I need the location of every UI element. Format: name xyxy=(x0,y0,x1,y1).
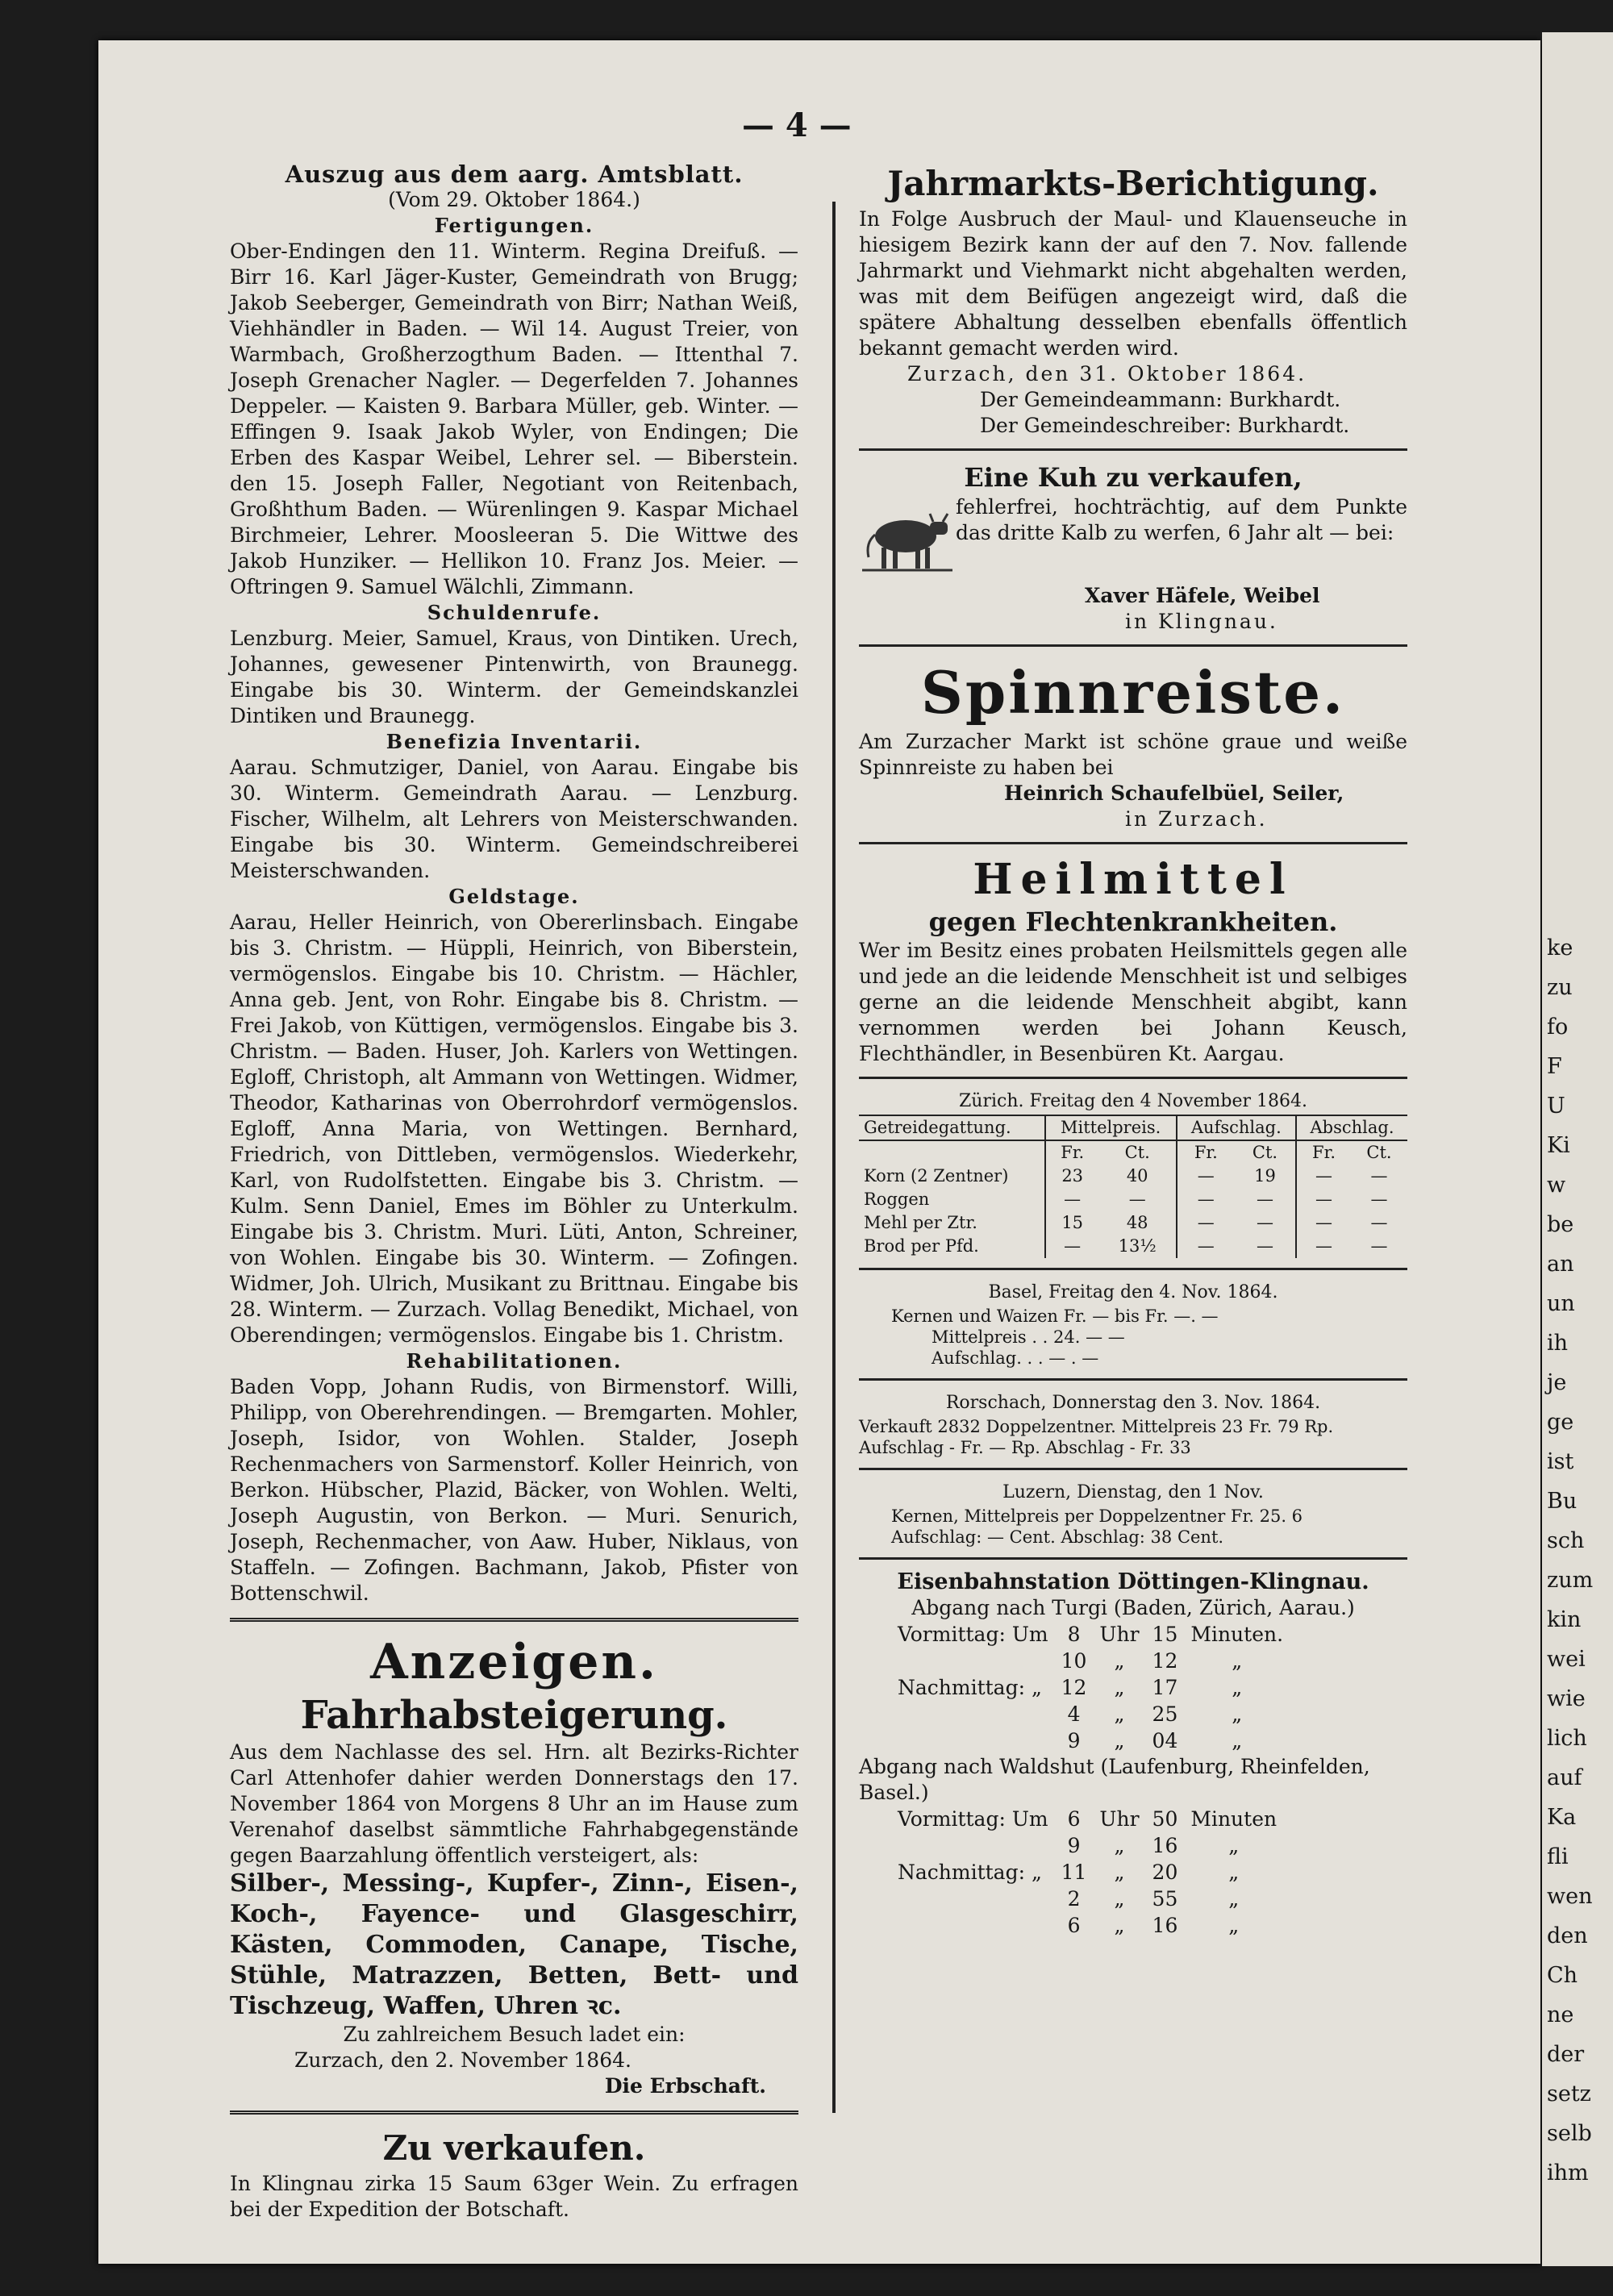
column-divider xyxy=(832,202,836,2113)
next-page-fragment: Ch xyxy=(1547,1963,1578,1988)
timetable-cell: Minuten xyxy=(1190,1807,1277,1831)
luzern-heading: Luzern, Dienstag, den 1 Nov. xyxy=(1002,1482,1264,1502)
heil-text: Wer im Besitz eines probaten Heilsmittels gegen alle und jede an die leidende Menschheit ist und selbiges gerne an die leidende Menschheit abgibt, kann vernommen werden bei Johann Keusch, Flechthändler, in Besenbüren Kt. Aargau. xyxy=(859,939,1407,1065)
timetable-cell: 4 xyxy=(1067,1702,1081,1726)
next-page-fragment: ke xyxy=(1547,935,1573,960)
next-page-fragment: an xyxy=(1547,1252,1574,1277)
price-cell: — xyxy=(1370,1190,1388,1209)
timetable-cell: 8 xyxy=(1067,1623,1081,1646)
timetable-row xyxy=(891,1727,1290,1754)
fahrhab-invite: Zu zahlreichem Besuch ladet ein: xyxy=(343,2023,686,2046)
timetable-cell: 10 xyxy=(1061,1649,1087,1673)
timetable-cell: 16 xyxy=(1152,1914,1178,1937)
price-cell: 15 xyxy=(1045,1211,1099,1235)
price-cell: — xyxy=(1177,1211,1235,1235)
timetable-cell: „ xyxy=(1114,1914,1125,1937)
section-rule xyxy=(859,1378,1407,1381)
next-page-fragment: selb xyxy=(1547,2121,1592,2146)
timetable-cell: 6 xyxy=(1067,1914,1081,1937)
next-page-fragment: wen xyxy=(1547,1884,1593,1909)
kuh-place: in Klingnau. xyxy=(1125,610,1278,633)
timetable-row xyxy=(891,1832,1283,1859)
timetable-row xyxy=(891,1912,1283,1939)
bahn-turgi: Abgang nach Turgi (Baden, Zürich, Aarau.) xyxy=(911,1596,1355,1619)
fahrhab-date: Zurzach, den 2. November 1864. xyxy=(294,2048,631,2072)
timetable-cell xyxy=(891,1886,1055,1912)
timetable-cell: „ xyxy=(1114,1861,1125,1884)
price-cell: — xyxy=(1256,1190,1273,1209)
next-page-fragment: w xyxy=(1547,1173,1566,1198)
price-cell: — xyxy=(1128,1190,1146,1209)
table-row xyxy=(859,1165,1407,1188)
waldshut-timetable xyxy=(891,1806,1283,1939)
next-page-fragment: be xyxy=(1547,1212,1574,1237)
timetable-cell: 15 xyxy=(1152,1623,1178,1646)
next-page-fragment: fli xyxy=(1547,1844,1569,1869)
table-row xyxy=(859,1211,1407,1235)
section-rule xyxy=(230,2111,798,2115)
timetable-cell: „ xyxy=(1232,1702,1243,1726)
basel-heading: Basel, Freitag den 4. Nov. 1864. xyxy=(988,1282,1278,1302)
verkaufen-title: Zu verkaufen. xyxy=(382,2128,646,2168)
price-cell: — xyxy=(1045,1235,1099,1258)
table-row xyxy=(859,1235,1407,1258)
adjacent-page-edge xyxy=(1542,32,1613,2266)
unit-label: Ct. xyxy=(1366,1143,1392,1162)
timetable-cell: 9 xyxy=(1067,1729,1081,1752)
timetable-row xyxy=(891,1886,1283,1912)
next-page-fragment: den xyxy=(1547,1923,1588,1948)
basel-line: Mittelpreis . . 24. — — xyxy=(932,1327,1125,1347)
section-rule xyxy=(859,1468,1407,1470)
timetable-cell: „ xyxy=(1114,1702,1125,1726)
grain-type: Korn (2 Zentner) xyxy=(864,1166,1009,1186)
luzern-line: Aufschlag: — Cent. Abschlag: 38 Cent. xyxy=(891,1527,1224,1547)
benefizia-heading: Benefizia Inventarii. xyxy=(386,730,643,753)
price-cell: — xyxy=(1296,1211,1351,1235)
cow-icon xyxy=(859,494,956,583)
grain-type: Roggen xyxy=(864,1190,930,1209)
next-page-fragment: ist xyxy=(1547,1449,1574,1474)
kuh-sign: Xaver Häfele, Weibel xyxy=(1085,584,1320,607)
next-page-fragment: ih xyxy=(1547,1331,1569,1356)
price-cell: — xyxy=(1045,1188,1099,1211)
next-page-fragment: Ka xyxy=(1547,1805,1577,1830)
timetable-cell: 12 xyxy=(1152,1649,1178,1673)
timetable-cell: 04 xyxy=(1152,1729,1178,1752)
timetable-cell xyxy=(891,1648,1055,1674)
next-page-fragment: un xyxy=(1547,1291,1575,1316)
next-page-fragment: Bu xyxy=(1547,1489,1578,1514)
bahn-waldshut: Abgang nach Waldshut (Laufenburg, Rheinfelden, Basel.) xyxy=(859,1755,1370,1804)
timetable-cell: Nachmittag: „ xyxy=(898,1676,1042,1699)
verkaufen-text: In Klingnau zirka 15 Saum 63ger Wein. Zu erfragen bei der Expedition der Botschaft. xyxy=(230,2172,798,2221)
amtsblatt-title: Auszug aus dem aarg. Amtsblatt. xyxy=(285,160,744,188)
basel-line: Kernen und Waizen Fr. — bis Fr. —. — xyxy=(891,1306,1219,1326)
timetable-cell: 12 xyxy=(1061,1676,1087,1699)
price-cell: 19 xyxy=(1254,1166,1276,1186)
next-page-fragment: lich xyxy=(1547,1726,1587,1751)
price-cell: — xyxy=(1296,1235,1351,1258)
next-page-fragment: setz xyxy=(1547,2081,1591,2106)
price-cell: 48 xyxy=(1126,1213,1148,1232)
next-page-fragment: ne xyxy=(1547,2002,1574,2027)
fertigungen-text: Ober-Endingen den 11. Winterm. Regina Dreifuß. — Birr 16. Karl Jäger-Kuster, Gemeindrath von Brugg; Jakob Seeberger, Gemeindrath von Birr; Nathan Weiß, Viehhändler in Baden. — Wil 14. August Treier, von Warmbach, Großherzogthum Baden. — Ittenthal 7. Joseph Grenacher Nagler. — Degerfelden 7. Johannes Deppeler. — Kaisten 9. Barbara Müller, geb. Winter. — Effingen 9. Isaak Jakob Wyler, von Endingen; Die Erben des Kaspar Weibel, Lehrer sel. — Biberstein. den 15. Joseph Faller, Negotiant von Reitenbach, Großhthum Baden. — Würenlingen 9. Kaspar Michael Birchmeier, Lehrer. Moosleeran 5. Die Wittwe des Jakob Hunziker. — Hellikon 10. Franz Jos. Meier. — Oftringen 9. Samuel Wälchli, Zimmann. xyxy=(230,240,798,598)
timetable-cell: „ xyxy=(1114,1649,1125,1673)
timetable-cell: „ xyxy=(1232,1729,1243,1752)
grain-type: Mehl per Ztr. xyxy=(864,1213,977,1232)
next-page-fragment: zum xyxy=(1547,1568,1594,1593)
timetable-row xyxy=(891,1674,1290,1701)
kuh-title: Eine Kuh zu verkaufen, xyxy=(964,462,1302,493)
timetable-cell: „ xyxy=(1228,1914,1240,1937)
rorschach-line: Aufschlag - Fr. — Rp. Abschlag - Fr. 33 xyxy=(859,1438,1191,1457)
timetable-row xyxy=(891,1621,1290,1648)
schulden-text: Lenzburg. Meier, Samuel, Kraus, von Dintiken. Urech, Johannes, gewesener Pintenwirth, von Braunegg. Eingabe bis 30. Winterm. der Gemeindskanzlei Dintiken und Braunegg. xyxy=(230,627,798,727)
timetable-cell: „ xyxy=(1232,1649,1243,1673)
next-page-fragment: F xyxy=(1547,1054,1562,1079)
zurich-col-header: Mittelpreis. xyxy=(1045,1115,1177,1140)
zurich-col-header: Aufschlag. xyxy=(1177,1115,1296,1140)
price-cell: — xyxy=(1177,1165,1235,1188)
timetable-cell: 2 xyxy=(1067,1887,1081,1911)
geldstage-text: Aarau, Heller Heinrich, von Obererlinsbach. Eingabe bis 3. Christm. — Hüppli, Heinrich, von Biberstein, vermögenslos. Eingabe bis 10. Christm. — Hächler, Anna geb. Jent, von Rohr. Eingabe bis 8. Christm. — Frei Jakob, von Küttigen, vermögenslos. Eingabe bis 3. Christm. — Baden. Huser, Joh. Karlers von Wettingen. Egloff, Christoph, alt Ammann von Wettingen. Widmer, Theodor, Katharinas von Oberrohrdorf vermögenslos. Egloff, Anna Maria, von Wettingen. Bernhard, Friedrich, von Dittleben, vermögenslos. Wiederkehr, Karl, von Rudolfstetten. Eingabe bis 3. Christm. — Kulm. Senn Daniel, Emes im Böhler zu Unterkulm. Eingabe bis 3. Christm. Muri. Lüti, Anton, Schreiner, von Wohlen. Eingabe bis 30. Winterm. — Zofingen. Widmer, Joh. Ulrich, Musikant zu Brittnau. Eingabe bis 28. Winterm. — Zurzach. Vollag Benedikt, Michael, von Oberendingen; vermögenslos. Eingabe bis 1. Christm. xyxy=(230,910,798,1347)
section-rule xyxy=(859,448,1407,451)
timetable-cell: Uhr xyxy=(1099,1623,1140,1646)
next-page-fragment: zu xyxy=(1547,975,1573,1000)
bahn-title: Eisenbahnstation Döttingen-Klingnau. xyxy=(897,1569,1369,1594)
price-cell: 40 xyxy=(1126,1166,1148,1186)
rehab-heading: Rehabilitationen. xyxy=(406,1349,623,1373)
fahrhab-items: Silber-, Messing-, Kupfer-, Zinn-, Eisen-, Koch-, Fayence- und Glasgeschirr, Kästen, Commoden, Canape, Tische, Stühle, Matrazzen, Betten, Bett- und Tischzeug, Waffen, Uhren ꝛc. xyxy=(230,1869,798,2020)
section-rule xyxy=(859,1268,1407,1270)
rorschach-heading: Rorschach, Donnerstag den 3. Nov. 1864. xyxy=(945,1393,1321,1413)
unit-label: Fr. xyxy=(1045,1140,1099,1165)
next-page-fragment: U xyxy=(1547,1094,1565,1119)
price-cell: — xyxy=(1370,1236,1388,1256)
jahrmarkt-title: Jahrmarkts-Berichtigung. xyxy=(887,164,1379,203)
zurich-col-header: Abschlag. xyxy=(1296,1115,1407,1140)
timetable-cell: „ xyxy=(1232,1676,1243,1699)
price-cell: — xyxy=(1296,1165,1351,1188)
price-cell: — xyxy=(1256,1213,1273,1232)
jahrmarkt-sig2: Der Gemeindeschreiber: Burkhardt. xyxy=(980,414,1350,437)
price-cell: 13½ xyxy=(1118,1236,1157,1256)
fahrhab-sign: Die Erbschaft. xyxy=(604,2074,766,2098)
timetable-cell: „ xyxy=(1114,1729,1125,1752)
next-page-fragment: ge xyxy=(1547,1410,1574,1435)
price-cell: — xyxy=(1256,1236,1273,1256)
next-page-fragment: auf xyxy=(1547,1765,1582,1790)
unit-label: Ct. xyxy=(1124,1143,1150,1162)
unit-label: Fr. xyxy=(1296,1140,1351,1165)
price-cell: — xyxy=(1177,1188,1235,1211)
grain-type: Brod per Pfd. xyxy=(864,1236,979,1256)
timetable-cell: 9 xyxy=(1067,1834,1081,1857)
schulden-heading: Schuldenrufe. xyxy=(427,601,602,624)
next-page-fragment: wei xyxy=(1547,1647,1586,1672)
price-cell: 23 xyxy=(1045,1165,1099,1188)
kuh-text: fehlerfrei, hochträchtig, auf dem Punkte das dritte Kalb zu werfen, 6 Jahr alt — bei: xyxy=(956,495,1407,544)
basel-line: Aufschlag. . . — . — xyxy=(932,1348,1099,1368)
rehab-text: Baden Vopp, Johann Rudis, von Birmenstorf. Willi, Philipp, von Oberehrendingen. — Bremgarten. Mohler, Joseph, Isidor, von Wohlen. Stalder, Joseph Rechenmachers von Sarmenstorf. Koller Heinrich, von Berkon. Hübscher, Plazid, Bäcker, von Wohlen. Welti, Joseph Augustin, von Berkon. — Muri. Senurich, Joseph, Rechenmacher, von Aaw. Huber, Niklaus, von Staffeln. — Zofingen. Bachmann, Jakob, Pfister von Bottenschwil. xyxy=(230,1375,798,1605)
rorschach-line: Verkauft 2832 Doppelzentner. Mittelpreis 23 Fr. 79 Rp. xyxy=(859,1417,1334,1436)
timetable-cell: 16 xyxy=(1152,1834,1178,1857)
benefizia-text: Aarau. Schmutziger, Daniel, von Aarau. Eingabe bis 30. Winterm. Gemeindrath Aarau. — Lenzburg. Fischer, Wilhelm, alt Lehrers von Meisterschwanden. Eingabe bis 30. Winterm. Gemeindschreiberei Meisterschwanden. xyxy=(230,756,798,882)
timetable-cell: 25 xyxy=(1152,1702,1178,1726)
timetable-cell: 50 xyxy=(1152,1807,1178,1831)
timetable-cell: „ xyxy=(1228,1887,1240,1911)
jahrmarkt-text: In Folge Ausbruch der Maul- und Klauenseuche in hiesigem Bezirk kann der auf den 7. Nov. fallende Jahrmarkt und Viehmarkt nicht abgehalten werden, was mit dem Beifügen angezeigt wird, daß die spätere Abhaltung desselben ebenfalls öffentlich bekannt gemacht werden wird. xyxy=(859,207,1407,360)
timetable-cell xyxy=(891,1727,1055,1754)
section-rule xyxy=(859,842,1407,844)
zurich-col-header: Getreidegattung. xyxy=(859,1115,1045,1140)
next-page-fragment: Ki xyxy=(1547,1133,1570,1158)
next-page-fragment: sch xyxy=(1547,1528,1585,1553)
next-page-fragment: der xyxy=(1547,2042,1585,2067)
geldstage-heading: Geldstage. xyxy=(448,885,580,908)
fahrhab-text: Aus dem Nachlasse des sel. Hrn. alt Bezirks-Richter Carl Attenhofer dahier werden Donnerstags den 17. November 1864 von Morgens 8 Uhr an im Hause zum Verenahof daselbst sämmtliche Fahrhabgegenstände gegen Baarzahlung öffentlich versteigert, als: xyxy=(230,1740,798,1867)
next-page-fragment: kin xyxy=(1547,1607,1582,1632)
spinn-text: Am Zurzacher Markt ist schöne graue und weiße Spinnreiste zu haben bei xyxy=(859,730,1407,779)
timetable-cell xyxy=(891,1701,1055,1727)
page-number: — 4 — xyxy=(742,106,852,144)
anzeigen-heading: Anzeigen. xyxy=(370,1634,658,1690)
section-rule xyxy=(859,644,1407,647)
timetable-cell: Nachmittag: „ xyxy=(898,1861,1042,1884)
amtsblatt-date: (Vom 29. Oktober 1864.) xyxy=(388,188,640,211)
section-rule xyxy=(859,1077,1407,1079)
timetable-cell: „ xyxy=(1228,1861,1240,1884)
timetable-cell: 55 xyxy=(1152,1887,1178,1911)
timetable-cell xyxy=(891,1912,1055,1939)
unit-label: Ct. xyxy=(1252,1143,1278,1162)
luzern-line: Kernen, Mittelpreis per Doppelzentner Fr. 25. 6 xyxy=(891,1506,1303,1526)
timetable-cell: „ xyxy=(1228,1834,1240,1857)
timetable-cell: 20 xyxy=(1152,1861,1178,1884)
fahrhab-title: Fahrhabsteigerung. xyxy=(300,1693,728,1738)
timetable-row xyxy=(891,1859,1283,1886)
timetable-cell: „ xyxy=(1114,1834,1125,1857)
timetable-cell: 6 xyxy=(1067,1807,1081,1831)
fertigungen-heading: Fertigungen. xyxy=(434,214,594,237)
timetable-cell xyxy=(891,1832,1055,1859)
spinn-sign: Heinrich Schaufelbüel, Seiler, xyxy=(1004,781,1344,805)
timetable-row xyxy=(891,1701,1290,1727)
timetable-row xyxy=(891,1648,1290,1674)
price-cell: — xyxy=(1370,1213,1388,1232)
table-row xyxy=(859,1188,1407,1211)
timetable-cell: „ xyxy=(1114,1887,1125,1911)
price-cell: — xyxy=(1296,1188,1351,1211)
price-cell: — xyxy=(1177,1235,1235,1258)
timetable-cell: Vormittag: Um xyxy=(898,1807,1048,1831)
heil-subtitle: gegen Flechtenkrankheiten. xyxy=(928,906,1338,937)
price-cell: — xyxy=(1370,1166,1388,1186)
timetable-cell: Uhr xyxy=(1099,1807,1140,1831)
next-page-fragment: je xyxy=(1547,1370,1567,1395)
timetable-cell: Vormittag: Um xyxy=(898,1623,1048,1646)
timetable-cell: Minuten. xyxy=(1190,1623,1284,1646)
zurich-price-table xyxy=(859,1115,1407,1258)
timetable-cell: 17 xyxy=(1152,1676,1178,1699)
right-column xyxy=(859,161,1407,1939)
jahrmarkt-date: Zurzach, den 31. Oktober 1864. xyxy=(907,362,1307,385)
timetable-cell: 11 xyxy=(1061,1861,1087,1884)
section-rule xyxy=(230,1618,798,1622)
next-page-fragment: fo xyxy=(1547,1015,1569,1040)
zurich-heading: Zürich. Freitag den 4 November 1864. xyxy=(958,1091,1307,1111)
timetable-row xyxy=(891,1806,1283,1832)
timetable-cell: „ xyxy=(1114,1676,1125,1699)
next-page-fragment: ihm xyxy=(1547,2161,1589,2186)
left-column xyxy=(230,161,798,2223)
heil-title: Heilmittel xyxy=(973,855,1294,904)
unit-label: Fr. xyxy=(1177,1140,1235,1165)
next-page-fragment: wie xyxy=(1547,1686,1586,1711)
spinn-title: Spinnreiste. xyxy=(920,658,1346,727)
section-rule xyxy=(859,1557,1407,1560)
jahrmarkt-sig1: Der Gemeindeammann: Burkhardt. xyxy=(980,388,1341,411)
turgi-timetable xyxy=(891,1621,1290,1754)
spinn-place: in Zurzach. xyxy=(1125,807,1268,831)
